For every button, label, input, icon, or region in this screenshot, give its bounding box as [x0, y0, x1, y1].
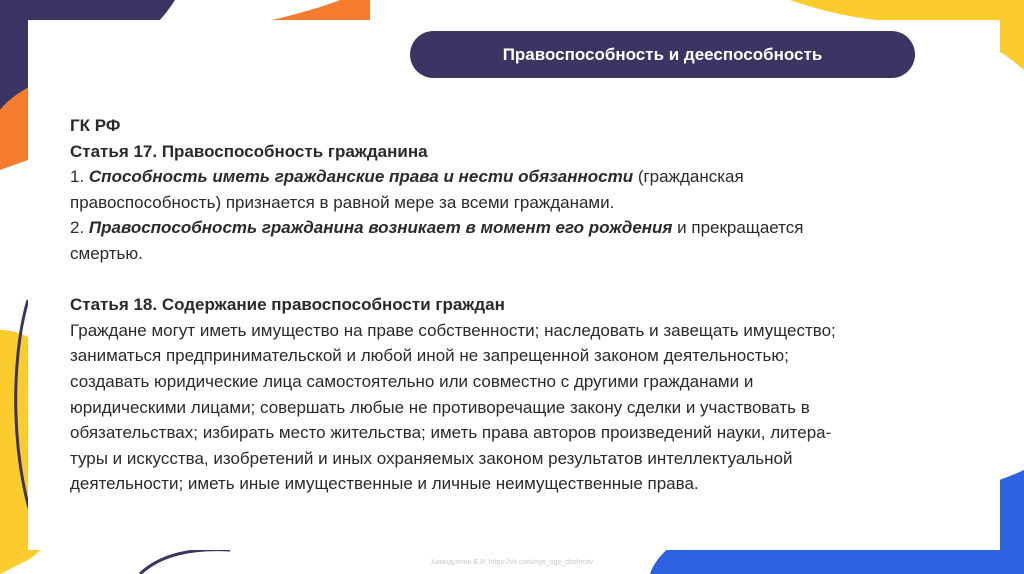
slide-title: Правоспособность и дееспособность [502, 44, 823, 64]
source-label: ГК РФ [70, 116, 121, 135]
footer-credit: Хамидуллин Б.И. https://vk.com/ege_oge_obshestv [430, 559, 594, 566]
article17-paragraph1 [70, 164, 970, 190]
article18-line: юридическими лицами; совершать любые не противоречащие закону сделки и участвовать в [70, 397, 810, 417]
article17-paragraph2 [70, 215, 970, 241]
article18-line: Граждане могут иметь имущество на праве собственности; наследовать и завещать имущество; [70, 320, 836, 340]
p1-number: 1. [70, 167, 89, 187]
article18-line: обязательствах; избирать место жительства; иметь права авторов произведений науки, литера- [70, 423, 832, 443]
p1-rest: (гражданская [633, 167, 744, 187]
article18-line: заниматься предпринимательской и любой иной не запрещенной законом деятельностью; [70, 346, 789, 366]
slide-content [70, 113, 970, 497]
p2-emphasis: Правоспособность гражданина возникает в момент его рождения [88, 218, 673, 238]
p2-rest: и прекращается [672, 218, 804, 238]
spacer [70, 267, 970, 293]
title-banner [410, 31, 915, 78]
article17-heading: Статья 17. Правоспособность гражданина [70, 141, 428, 161]
article17-paragraph2-cont: смертью. [70, 243, 143, 263]
article18-heading: Статья 18. Содержание правоспособности граждан [70, 295, 505, 315]
p2-number: 2. [70, 218, 89, 238]
article18-line: туры и искусства, изобретений и иных охраняемых законом результатов интеллектуальной [70, 448, 793, 468]
article18-line: деятельности; иметь иные имущественные и личные неимущественные права. [70, 474, 699, 494]
p1-emphasis: Способность иметь гражданские права и нести обязанности [88, 167, 634, 187]
article17-paragraph1-cont: правоспособность) признается в равной мере за всеми гражданами. [70, 192, 615, 212]
article18-line: создавать юридические лица самостоятельно или совместно с другими гражданами и [70, 371, 754, 391]
